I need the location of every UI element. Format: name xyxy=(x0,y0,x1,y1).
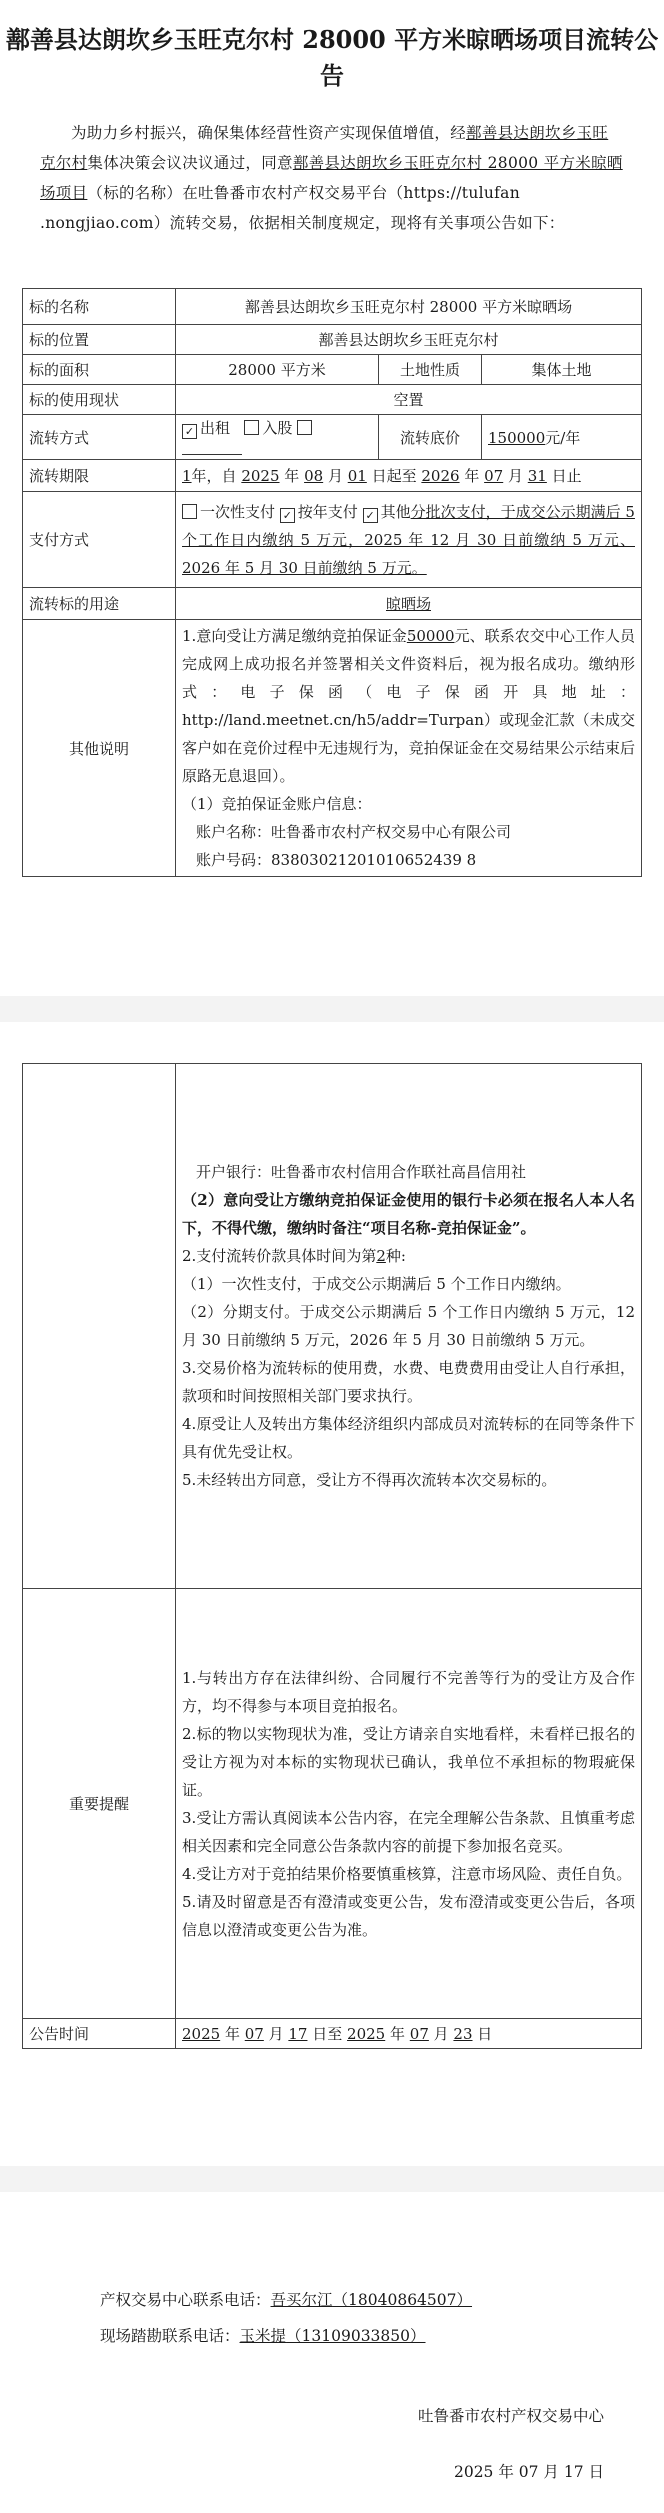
time-value: 2025 年 07 月 17 日至 2025 年 07 月 23 日 xyxy=(176,2019,642,2049)
period-years: 1 xyxy=(182,467,192,485)
priority-note: 4.原受让人及转出方集体经济组织内部成员对流转标的在同等条件下具有优先受让权。 xyxy=(182,1415,635,1461)
status-label: 标的使用现状 xyxy=(23,385,176,415)
start-year: 2025 xyxy=(182,2025,221,2043)
end-year: 2025 xyxy=(347,2025,386,2043)
info-table-continued xyxy=(22,1063,642,2049)
other-label: 其他说明 xyxy=(23,620,176,877)
period-value: 1年，自 2025 年 08 月 01 日起至 2026 年 07 月 31 日止 xyxy=(176,460,642,492)
use-value xyxy=(176,588,642,620)
pay-detail: 分批次支付，于成交公示期满后 5 个工作日内缴纳 5 万元，2025 年 12 月 30 日前缴纳 5 万元、2026 年 5 月 30 日前缴纳 5 万元。 xyxy=(182,502,635,577)
use-value-text: 晾晒场 xyxy=(385,595,431,613)
pay-opt-once: 一次性支付 xyxy=(200,502,276,521)
contact-line-1 xyxy=(100,2288,472,2310)
intro-object: 鄯善县达朗坎乡玉旺克尔村 28000 平方米晾晒场项目 xyxy=(40,154,623,202)
page-title: 鄯善县达朗坎乡玉旺克尔村 28000 平方米晾晒场项目流转公告 xyxy=(5,25,659,90)
continued-content xyxy=(176,1064,642,1589)
floor-unit: 元/年 xyxy=(545,428,581,447)
method-options xyxy=(176,415,379,460)
pay-method-text: 2.支付流转价款具体时间为第 xyxy=(182,1247,377,1265)
notice-label: 重要提醒 xyxy=(23,1589,176,2019)
deposit-amount: 50000 xyxy=(406,627,455,645)
page-break xyxy=(0,2166,664,2192)
pay-value xyxy=(176,492,642,588)
info-table xyxy=(22,288,642,877)
pay-option-1: （1）一次性支付，于成交公示期满后 5 个工作日内缴纳。 xyxy=(182,1275,571,1293)
intro-text-3: （标的名称）在吐鲁番市农村产权交易平台（https://tulufan .nongjiao.com）流转交易，依据相关制度规定，现将有关事项公告如下： xyxy=(40,184,565,232)
other-p2: （1）竞拍保证金账户信息： xyxy=(182,795,372,813)
empty-label-cell xyxy=(23,1064,176,1589)
start-day: 17 xyxy=(288,2025,308,2043)
footer-date: 2025 年 07 月 17 日 xyxy=(453,2463,604,2481)
intro-paragraph xyxy=(40,118,624,238)
footer-org: 吐鲁番市农村产权交易中心 xyxy=(417,2407,604,2425)
account-name: 账户名称：吐鲁番市农村产权交易中心有限公司 xyxy=(196,823,512,841)
page-break xyxy=(0,996,664,1022)
period-label: 流转期限 xyxy=(23,460,176,492)
contact-phone: （13109033850） xyxy=(286,2327,426,2345)
method-opt-lease: 出租 xyxy=(200,419,231,437)
pay-opt-yearly: 按年支付 xyxy=(297,502,358,521)
unchecked-box-icon xyxy=(182,504,197,519)
end-month: 07 xyxy=(484,467,504,485)
contact-label: 现场踏勘联系电话： xyxy=(100,2327,240,2345)
other-p1-text: 1.意向受让方满足缴纳竞拍保证金 xyxy=(182,627,407,645)
checked-box-icon: ✓ xyxy=(280,508,295,523)
period-text: 日止 xyxy=(551,467,582,485)
contact-name: 吾买尔江 xyxy=(270,2291,333,2309)
notice-2: 2.标的物以实物现状为准，受让方请亲自实地看样，未看样已报名的受让方视为对本标的实物现状已确认，我单位不承担标的物瑕疵保证。 xyxy=(182,1724,635,1799)
notice-3: 3.受让方需认真阅读本公告内容，在完全理解公告条款、且慎重考虑相关因素和完全同意公告条款内容的前提下参加报名竞买。 xyxy=(182,1808,635,1855)
contact-line-2 xyxy=(100,2324,426,2346)
name-value: 鄯善县达朗坎乡玉旺克尔村 28000 平方米晾晒场 xyxy=(176,289,642,325)
checked-box-icon: ✓ xyxy=(182,424,197,439)
land-label: 土地性质 xyxy=(379,355,482,385)
area-value: 28000 平方米 xyxy=(176,355,379,385)
intro-owner: 鄯善县达朗坎乡玉旺克尔村 xyxy=(40,124,609,172)
pay-option-2: （2）分期支付。于成交公示期满后 5 个工作日内缴纳 5 万元，12 月 30 日前缴纳 5 万元，2026 年 5 月 30 日前缴纳 5 万元。 xyxy=(182,1303,635,1349)
time-text: 日 xyxy=(477,2025,493,2043)
name-label: 标的名称 xyxy=(23,289,176,325)
start-day: 01 xyxy=(347,467,367,485)
notice-5: 5.请及时留意是否有澄清或变更公告，发布澄清或变更公告后，各项信息以澄清或变更公告为准。 xyxy=(182,1892,635,1939)
pay-method-line xyxy=(182,1242,635,1270)
start-month: 08 xyxy=(304,467,324,485)
bank-line: 开户银行：吐鲁番市农村信用合作联社高昌信用社 xyxy=(196,1163,527,1181)
end-day: 23 xyxy=(453,2025,473,2043)
pay-opt-other: 其他 xyxy=(380,502,411,521)
period-text: 日起至 xyxy=(371,467,417,485)
method-label: 流转方式 xyxy=(23,415,176,460)
unchecked-box-icon xyxy=(244,420,259,435)
status-value: 空置 xyxy=(176,385,642,415)
other-p1-text: 元、联系农交中心工作人员完成网上成功报名并签署相关文件资料后，视为报名成功。缴纳形式：电子保函（电子保函开具地址：http://land.meetnet.cn/h5/addr=Turpan）或现金汇款（未成交客户如在竞价过程中无违规行为，竞拍保证金在交易结果公示结束后原路无息退回）。 xyxy=(182,627,635,785)
location-value: 鄯善县达朗坎乡玉旺克尔村 xyxy=(176,325,642,355)
time-label: 公告时间 xyxy=(23,2019,176,2049)
area-label: 标的面积 xyxy=(23,355,176,385)
pay-label: 支付方式 xyxy=(23,492,176,588)
start-year: 2025 xyxy=(241,467,280,485)
unchecked-box-icon xyxy=(297,420,312,435)
period-text: 年，自 xyxy=(191,467,237,485)
contact-phone: （18040864507） xyxy=(332,2291,473,2309)
account-number: 账户号码：83803021201010652439 8 xyxy=(196,851,477,869)
end-year: 2026 xyxy=(421,467,460,485)
method-opt-share: 入股 xyxy=(262,419,293,437)
location-label: 标的位置 xyxy=(23,325,176,355)
notice-content xyxy=(176,1589,642,2019)
end-month: 07 xyxy=(409,2025,429,2043)
pay-method-text: 种: xyxy=(385,1247,406,1265)
land-value: 集体土地 xyxy=(482,355,642,385)
contact-label: 产权交易中心联系电话： xyxy=(100,2291,271,2309)
bold-notice: （2）意向受让方缴纳竞拍保证金使用的银行卡必须在报名人本人名下，不得代缴，缴纳时备注“项目名称-竞拍保证金”。 xyxy=(182,1191,635,1237)
resale-note: 5.未经转出方同意，受让方不得再次流转本次交易标的。 xyxy=(182,1471,557,1489)
checked-box-icon: ✓ xyxy=(363,508,378,523)
time-text: 日至 xyxy=(312,2025,343,2043)
blank-line xyxy=(182,440,242,455)
floor-cell xyxy=(482,415,642,460)
notice-1: 1.与转出方存在法律纠纷、合同履行不完善等行为的受让方及合作方，均不得参与本项目竞拍报名。 xyxy=(182,1668,635,1715)
intro-text-2: 集体决策会议决议通过，同意 xyxy=(87,154,293,172)
start-month: 07 xyxy=(244,2025,264,2043)
notice-4: 4.受让方对于竞拍结果价格要慎重核算，注意市场风险、责任自负。 xyxy=(182,1864,632,1883)
pay-method-number: 2 xyxy=(376,1247,386,1265)
other-content xyxy=(176,620,642,877)
end-day: 31 xyxy=(527,467,547,485)
floor-label: 流转底价 xyxy=(379,415,482,460)
intro-text-1: 为助力乡村振兴，确保集体经营性资产实现保值增值，经 xyxy=(71,124,467,142)
price-note: 3.交易价格为流转标的使用费，水费、电费费用由受让人自行承担，款项和时间按照相关部门要求执行。 xyxy=(182,1359,635,1405)
contact-name: 玉米提 xyxy=(239,2327,287,2345)
other-p1 xyxy=(182,622,635,790)
floor-value: 150000 xyxy=(488,428,546,447)
use-label: 流转标的用途 xyxy=(23,588,176,620)
